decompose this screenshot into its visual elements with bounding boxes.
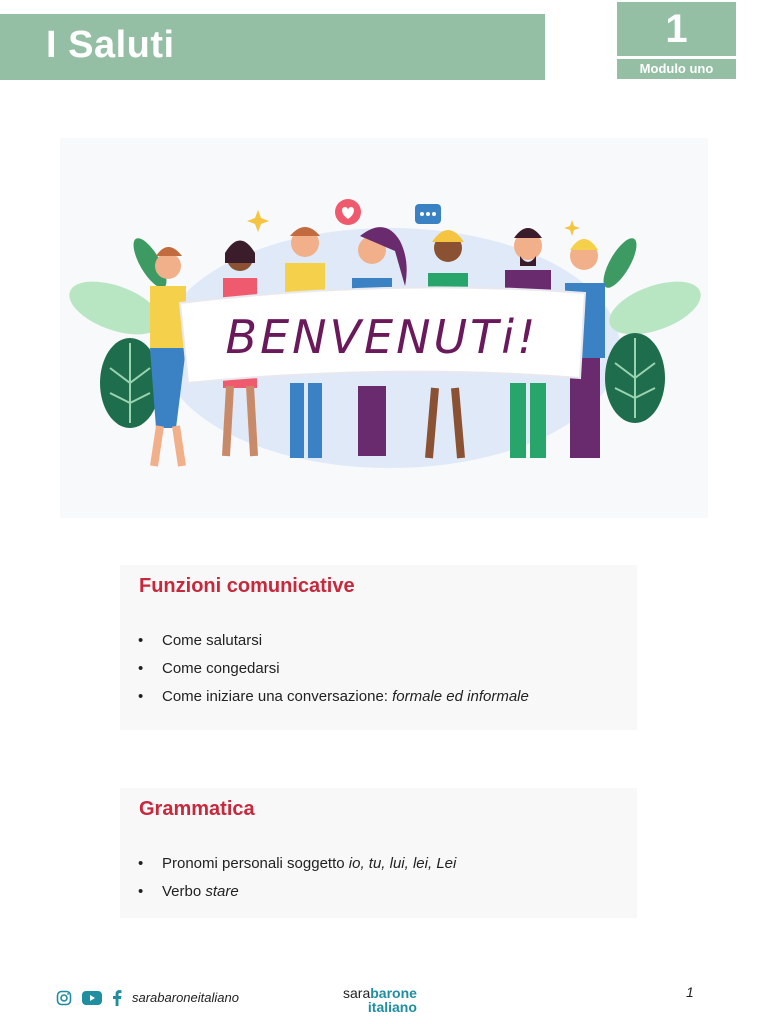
leaves-right-icon xyxy=(597,234,707,423)
module-label: Modulo uno xyxy=(639,61,714,76)
grammar-card xyxy=(120,788,637,918)
brand-logo xyxy=(343,986,417,1014)
title-banner xyxy=(0,14,545,80)
bullet-icon: • xyxy=(138,660,144,677)
list-item: • Come salutarsi xyxy=(138,627,529,655)
social-icons xyxy=(56,989,122,1007)
heart-bubble-icon xyxy=(335,199,361,225)
welcome-banner xyxy=(180,287,585,383)
chat-bubble-icon xyxy=(415,204,441,224)
facebook-icon[interactable] xyxy=(112,990,122,1006)
list-item: • Pronomi personali soggetto io, tu, lui, lei, Lei xyxy=(138,850,456,878)
module-label-box xyxy=(617,59,736,79)
bullet-icon: • xyxy=(138,855,144,872)
module-number-box xyxy=(617,2,736,56)
bullet-icon: • xyxy=(138,883,144,900)
social-handle[interactable]: sarabaroneitaliano xyxy=(132,990,239,1005)
instagram-icon[interactable] xyxy=(56,990,72,1006)
welcome-illustration-graphic xyxy=(60,138,708,518)
functions-title: Funzioni comunicative xyxy=(139,575,355,597)
youtube-icon[interactable] xyxy=(82,991,102,1005)
functions-card xyxy=(120,565,637,730)
module-number: 1 xyxy=(665,7,688,51)
list-item: • Come congedarsi xyxy=(138,655,529,683)
welcome-illustration xyxy=(60,138,708,518)
banner-text: BENVENUTi! xyxy=(225,310,539,364)
functions-list xyxy=(138,627,529,711)
logo-line1: sarabarone xyxy=(343,985,417,1001)
bullet-icon: • xyxy=(138,688,144,705)
bullet-icon: • xyxy=(138,632,144,649)
list-item: • Come iniziare una conversazione: formale ed informale xyxy=(138,683,529,711)
grammar-title: Grammatica xyxy=(139,798,255,820)
list-item: • Verbo stare xyxy=(138,878,456,906)
page-number: 1 xyxy=(686,984,694,1000)
grammar-list xyxy=(138,850,456,906)
page-title: I Saluti xyxy=(46,24,175,66)
logo-line2: italiano xyxy=(367,999,417,1015)
